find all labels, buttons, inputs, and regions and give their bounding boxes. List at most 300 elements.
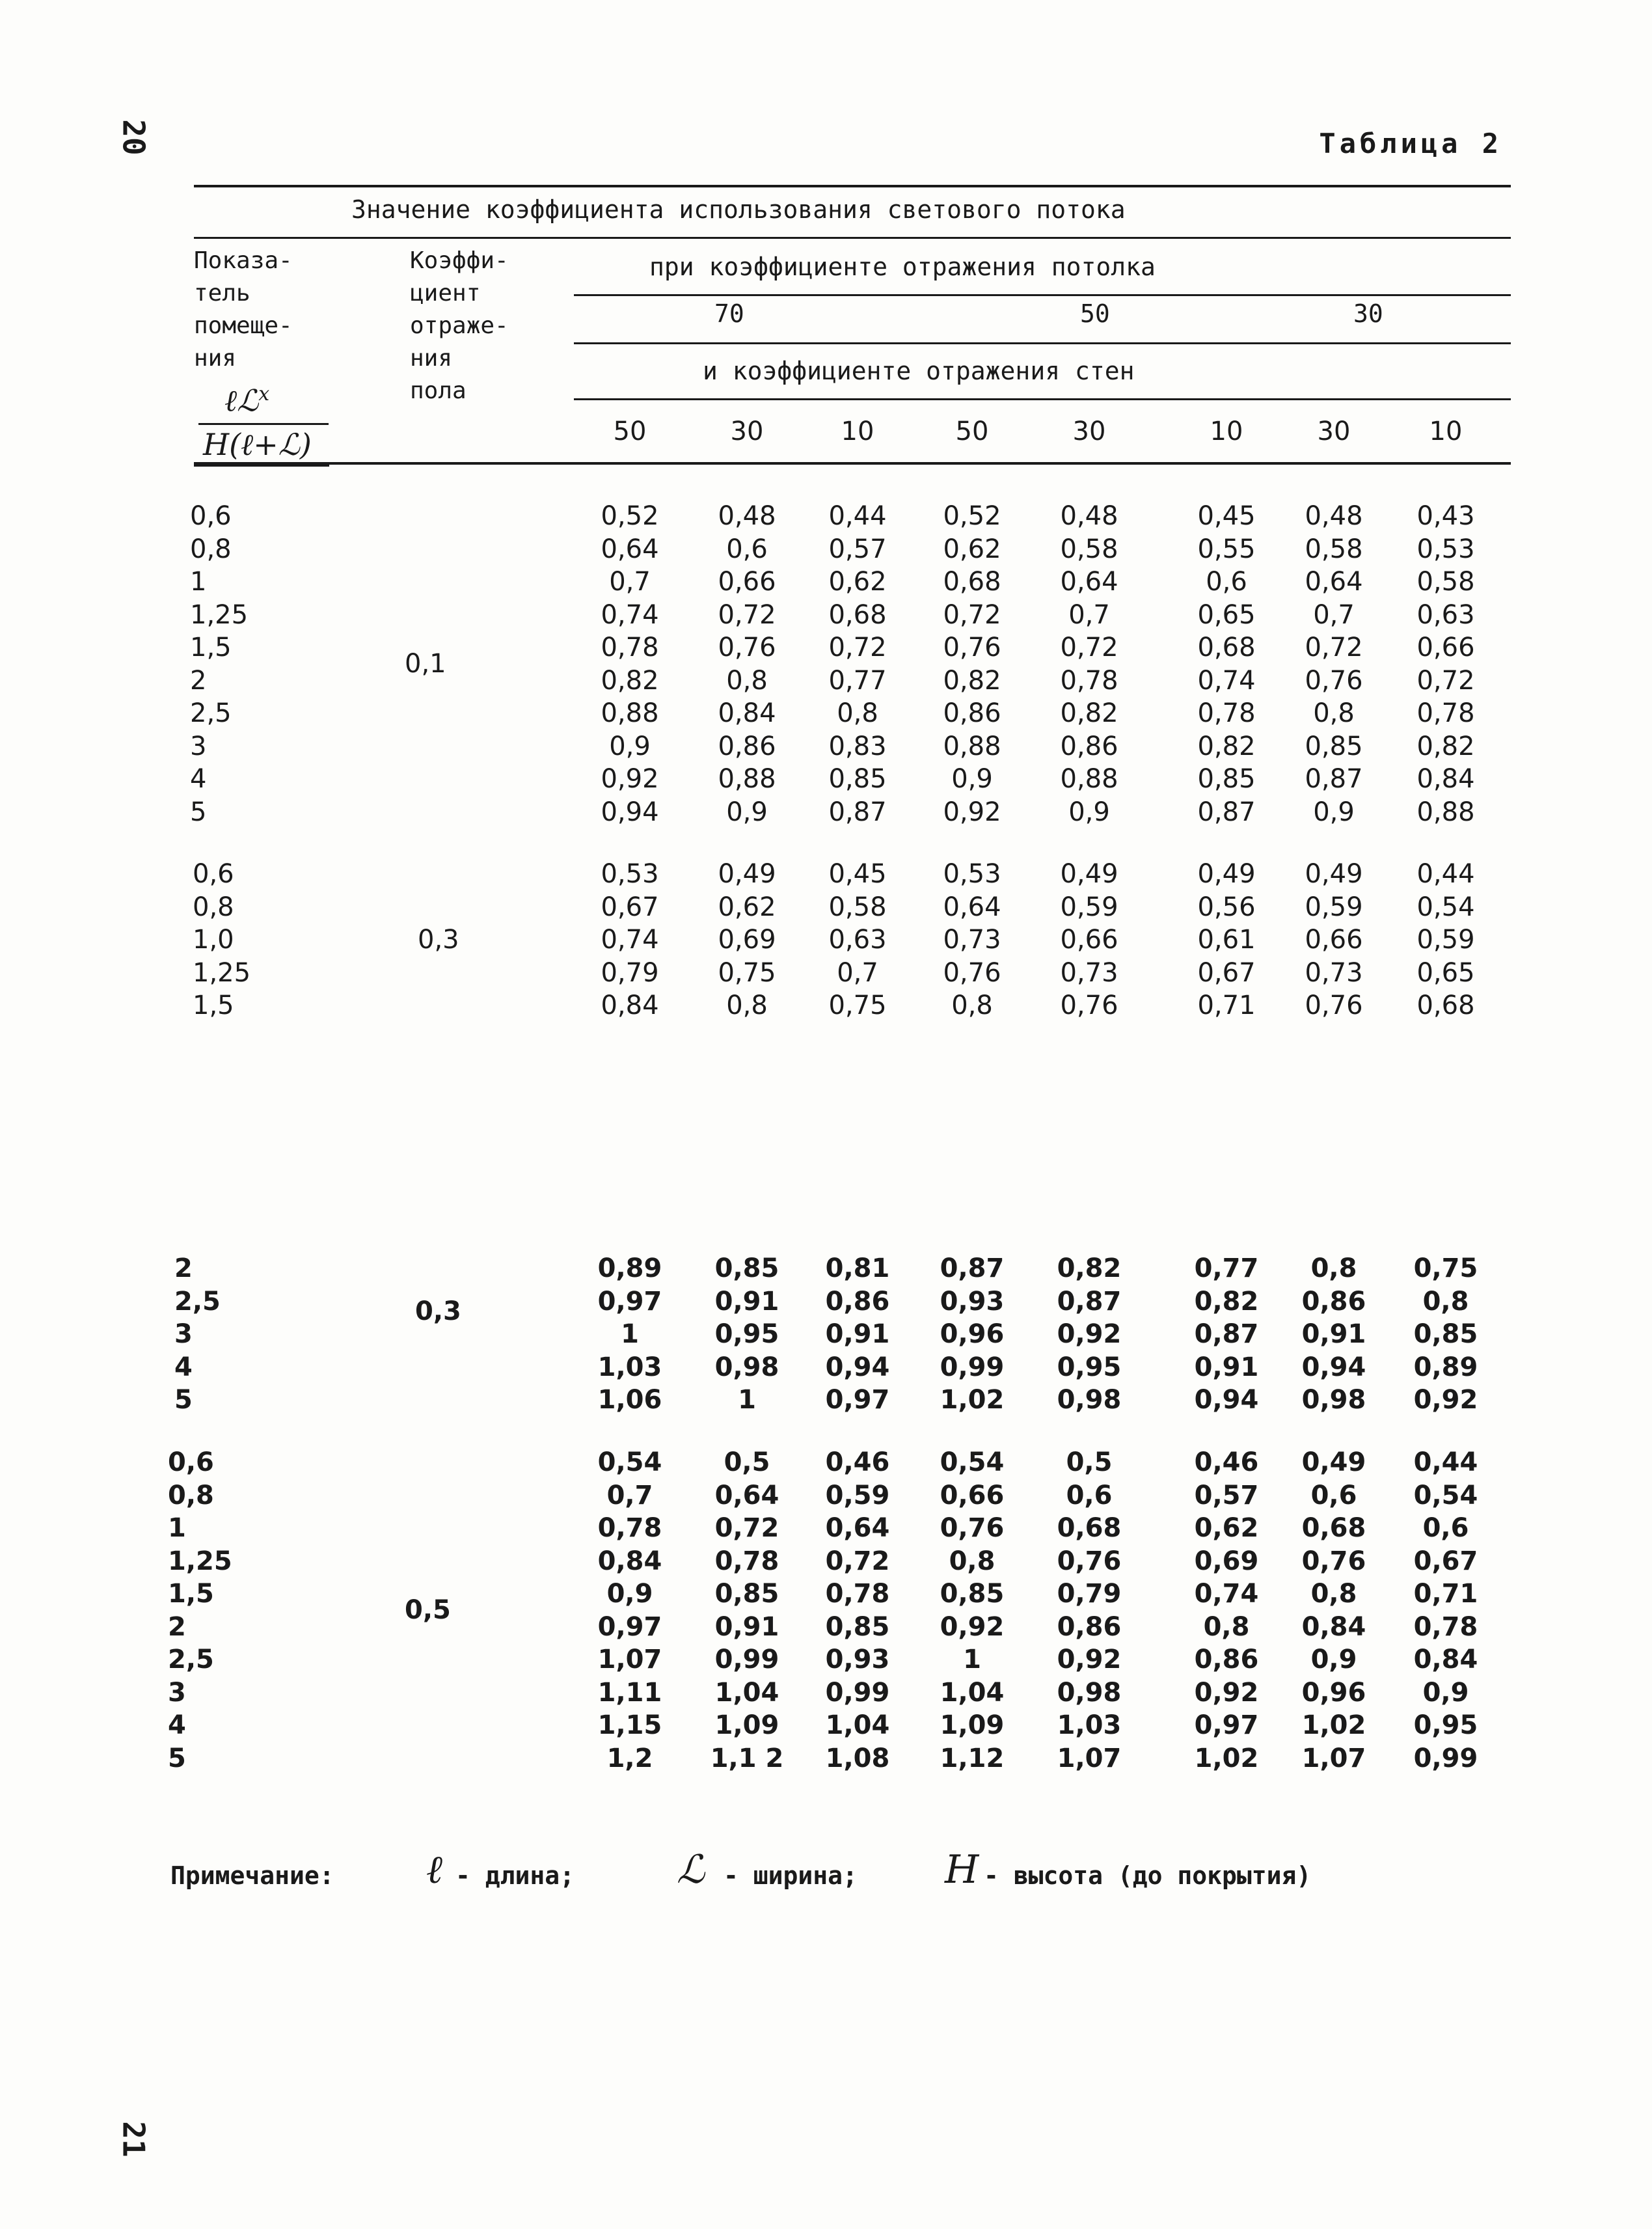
table-cell: 0,78 bbox=[1413, 1611, 1478, 1642]
table-cell: 0,8 bbox=[949, 1546, 995, 1576]
wall-col-6: 10 bbox=[1210, 417, 1243, 446]
table-cell: 0,65 bbox=[1197, 599, 1256, 630]
room-index: 2 bbox=[190, 665, 207, 696]
wall-col-5: 30 bbox=[1072, 417, 1106, 446]
table-cell: 0,96 bbox=[940, 1319, 1005, 1349]
room-index: 4 bbox=[190, 764, 207, 794]
table-cell: 0,57 bbox=[828, 534, 887, 564]
table-cell: 0,87 bbox=[1197, 797, 1256, 827]
table-cell: 0,43 bbox=[1416, 501, 1475, 531]
table-cell: 0,77 bbox=[828, 665, 887, 696]
table-cell: 0,87 bbox=[1057, 1286, 1122, 1317]
room-index: 1,25 bbox=[193, 957, 251, 988]
table-cell: 0,89 bbox=[1413, 1352, 1478, 1382]
table-cell: 0,63 bbox=[1416, 599, 1475, 630]
table-cell: 1 bbox=[621, 1319, 639, 1349]
table-cell: 0,56 bbox=[1197, 892, 1256, 922]
table-cell: 0,49 bbox=[718, 859, 776, 889]
table-cell: 1 bbox=[963, 1645, 981, 1675]
page-number-top: 20 bbox=[116, 119, 152, 156]
table-cell: 0,53 bbox=[1416, 534, 1475, 564]
table-cell: 1,04 bbox=[714, 1677, 779, 1708]
table-cell: 0,91 bbox=[1194, 1352, 1259, 1382]
room-index: 0,6 bbox=[168, 1447, 214, 1477]
room-index: 1,5 bbox=[190, 633, 232, 663]
width-symbol: ℒ bbox=[677, 1847, 705, 1893]
table-cell: 0,61 bbox=[1197, 925, 1256, 955]
table-cell: 0,97 bbox=[597, 1286, 662, 1317]
table-cell: 0,72 bbox=[1305, 633, 1363, 663]
room-index: 2,5 bbox=[174, 1286, 221, 1317]
table-cell: 0,49 bbox=[1301, 1447, 1366, 1477]
table-cell: 0,94 bbox=[1194, 1385, 1259, 1415]
table-title: Значение коэффициента использования светового потока bbox=[351, 195, 1126, 224]
table-cell: 0,66 bbox=[1305, 925, 1363, 955]
table-cell: 0,94 bbox=[601, 797, 659, 827]
table-cell: 0,76 bbox=[1301, 1546, 1366, 1576]
table-cell: 0,76 bbox=[718, 633, 776, 663]
wall-col-4: 50 bbox=[955, 417, 989, 446]
room-index: 5 bbox=[174, 1385, 193, 1415]
rule-top bbox=[194, 185, 1511, 187]
table-cell: 0,91 bbox=[1301, 1319, 1366, 1349]
table-cell: 0,97 bbox=[825, 1385, 890, 1415]
table-cell: 0,88 bbox=[1416, 797, 1475, 827]
table-cell: 0,46 bbox=[825, 1447, 890, 1477]
table-cell: 0,7 bbox=[837, 957, 878, 988]
table-cell: 0,64 bbox=[1060, 567, 1118, 597]
table-cell: 0,9 bbox=[1068, 797, 1110, 827]
table-cell: 0,8 bbox=[726, 665, 768, 696]
table-cell: 0,92 bbox=[601, 764, 659, 794]
table-cell: 0,92 bbox=[1057, 1645, 1122, 1675]
floor-coefficient: 0,5 bbox=[405, 1595, 451, 1626]
table-cell: 0,76 bbox=[943, 633, 1001, 663]
table-cell: 0,54 bbox=[597, 1447, 662, 1477]
table-cell: 0,82 bbox=[1416, 731, 1475, 761]
table-cell: 0,45 bbox=[828, 859, 887, 889]
table-cell: 0,74 bbox=[1194, 1579, 1259, 1609]
table-cell: 0,92 bbox=[940, 1611, 1005, 1642]
table-cell: 0,92 bbox=[1057, 1319, 1122, 1349]
table-cell: 0,98 bbox=[1301, 1385, 1366, 1415]
table-cell: 0,6 bbox=[1066, 1480, 1113, 1511]
room-index: 1 bbox=[168, 1513, 186, 1543]
height-symbol: H bbox=[945, 1847, 979, 1893]
table-cell: 0,59 bbox=[1416, 925, 1475, 955]
rule-walls bbox=[574, 398, 1511, 400]
table-cell: 0,84 bbox=[718, 698, 776, 728]
table-cell: 0,8 bbox=[726, 991, 768, 1020]
table-cell: 0,72 bbox=[718, 599, 776, 630]
table-cell: 0,76 bbox=[1305, 665, 1363, 696]
table-cell: 0,58 bbox=[828, 892, 887, 922]
table-cell: 1,03 bbox=[597, 1352, 662, 1382]
room-index: 2,5 bbox=[168, 1645, 214, 1675]
table-cell: 0,9 bbox=[1422, 1677, 1469, 1708]
table-cell: 0,69 bbox=[718, 925, 776, 955]
table-cell: 0,59 bbox=[825, 1480, 890, 1511]
table-cell: 0,86 bbox=[825, 1286, 890, 1317]
table-cell: 0,85 bbox=[714, 1579, 779, 1609]
room-index: 0,6 bbox=[190, 501, 232, 531]
table-cell: 0,91 bbox=[825, 1319, 890, 1349]
table-cell: 1,11 bbox=[597, 1677, 662, 1708]
table-cell: 0,62 bbox=[718, 892, 776, 922]
table-cell: 0,95 bbox=[1057, 1352, 1122, 1382]
table-cell: 0,88 bbox=[1060, 764, 1118, 794]
table-cell: 1,02 bbox=[1301, 1710, 1366, 1740]
table-cell: 0,66 bbox=[1060, 925, 1118, 955]
table-cell: 0,84 bbox=[597, 1546, 662, 1576]
table-cell: 0,98 bbox=[1057, 1385, 1122, 1415]
table-cell: 0,8 bbox=[837, 698, 878, 728]
table-cell: 0,9 bbox=[609, 731, 651, 761]
table-cell: 0,59 bbox=[1305, 892, 1363, 922]
floor-coefficient: 0,3 bbox=[418, 925, 459, 955]
table-cell: 1,12 bbox=[940, 1743, 1005, 1773]
rule-header-bottom bbox=[194, 462, 1511, 465]
table-cell: 0,7 bbox=[1068, 599, 1110, 630]
table-cell: 0,87 bbox=[940, 1253, 1005, 1283]
table-cell: 0,85 bbox=[1197, 764, 1256, 794]
table-cell: 1,06 bbox=[597, 1385, 662, 1415]
table-cell: 0,87 bbox=[1305, 764, 1363, 794]
table-cell: 0,59 bbox=[1060, 892, 1118, 922]
table-cell: 0,68 bbox=[1057, 1513, 1122, 1543]
table-cell: 0,99 bbox=[940, 1352, 1005, 1382]
table-cell: 0,78 bbox=[825, 1579, 890, 1609]
table-cell: 0,92 bbox=[943, 797, 1001, 827]
table-cell: 0,75 bbox=[1413, 1253, 1478, 1283]
table-cell: 1,1 2 bbox=[710, 1743, 784, 1773]
table-cell: 0,84 bbox=[1413, 1645, 1478, 1675]
table-cell: 0,8 bbox=[1203, 1611, 1250, 1642]
table-cell: 0,82 bbox=[601, 665, 659, 696]
table-cell: 0,5 bbox=[1066, 1447, 1113, 1477]
wall-col-2: 30 bbox=[730, 417, 764, 446]
table-cell: 0,68 bbox=[1301, 1513, 1366, 1543]
table-cell: 0,8 bbox=[1422, 1286, 1469, 1317]
table-cell: 0,88 bbox=[718, 764, 776, 794]
table-cell: 0,72 bbox=[1060, 633, 1118, 663]
room-index: 3 bbox=[168, 1677, 186, 1708]
table-cell: 0,86 bbox=[1301, 1286, 1366, 1317]
table-cell: 0,52 bbox=[601, 501, 659, 531]
table-cell: 0,71 bbox=[1197, 991, 1256, 1020]
table-cell: 0,79 bbox=[601, 957, 659, 988]
table-cell: 0,74 bbox=[601, 599, 659, 630]
table-cell: 0,48 bbox=[1060, 501, 1118, 531]
ceiling-30: 30 bbox=[1353, 299, 1383, 328]
table-cell: 1,08 bbox=[825, 1743, 890, 1773]
table-cell: 1,03 bbox=[1057, 1710, 1122, 1740]
table-cell: 0,86 bbox=[718, 731, 776, 761]
table-cell: 0,72 bbox=[943, 599, 1001, 630]
table-cell: 0,69 bbox=[1194, 1546, 1259, 1576]
table-cell: 0,86 bbox=[1060, 731, 1118, 761]
table-cell: 0,7 bbox=[1313, 599, 1355, 630]
table-cell: 0,82 bbox=[1197, 731, 1256, 761]
table-cell: 0,78 bbox=[1060, 665, 1118, 696]
floor-coefficient: 0,3 bbox=[415, 1296, 461, 1326]
table-cell: 0,62 bbox=[943, 534, 1001, 564]
formula-numerator: ℓℒ$^x$ bbox=[224, 383, 270, 418]
table-cell: 0,54 bbox=[1413, 1480, 1478, 1511]
floor-header: Коэффи- циент отраже- ния пола bbox=[410, 247, 509, 404]
table-cell: 0,54 bbox=[1416, 892, 1475, 922]
rule-title bbox=[194, 237, 1511, 239]
table-cell: 1,07 bbox=[597, 1645, 662, 1675]
table-cell: 0,92 bbox=[1413, 1385, 1478, 1415]
table-cell: 0,78 bbox=[597, 1513, 662, 1543]
table-cell: 0,76 bbox=[1060, 991, 1118, 1020]
table-cell: 0,99 bbox=[1413, 1743, 1478, 1773]
table-cell: 0,84 bbox=[1301, 1611, 1366, 1642]
table-cell: 0,82 bbox=[1194, 1286, 1259, 1317]
table-cell: 0,45 bbox=[1197, 501, 1256, 531]
table-cell: 0,67 bbox=[1197, 957, 1256, 988]
table-cell: 0,72 bbox=[828, 633, 887, 663]
table-cell: 0,7 bbox=[609, 567, 651, 597]
table-cell: 0,52 bbox=[943, 501, 1001, 531]
table-cell: 0,98 bbox=[714, 1352, 779, 1382]
table-cell: 0,63 bbox=[828, 925, 887, 955]
room-index: 2 bbox=[174, 1253, 193, 1283]
table-cell: 0,6 bbox=[726, 534, 768, 564]
table-cell: 0,68 bbox=[943, 567, 1001, 597]
table-cell: 1,04 bbox=[940, 1677, 1005, 1708]
table-cell: 1,04 bbox=[825, 1710, 890, 1740]
table-cell: 1,09 bbox=[714, 1710, 779, 1740]
formula-underline bbox=[194, 465, 329, 467]
table-cell: 0,66 bbox=[940, 1480, 1005, 1511]
wall-col-8: 10 bbox=[1429, 417, 1463, 446]
table-cell: 0,74 bbox=[1197, 665, 1256, 696]
table-cell: 0,76 bbox=[1305, 991, 1363, 1020]
table-cell: 0,58 bbox=[1416, 567, 1475, 597]
table-cell: 0,8 bbox=[1313, 698, 1355, 728]
table-cell: 0,72 bbox=[825, 1546, 890, 1576]
table-cell: 0,9 bbox=[1310, 1645, 1357, 1675]
table-cell: 0,64 bbox=[601, 534, 659, 564]
ceiling-50: 50 bbox=[1080, 299, 1110, 328]
table-cell: 0,6 bbox=[1422, 1513, 1469, 1543]
table-cell: 0,95 bbox=[1413, 1710, 1478, 1740]
table-cell: 0,84 bbox=[601, 991, 659, 1020]
wall-col-3: 10 bbox=[841, 417, 874, 446]
table-cell: 0,87 bbox=[1194, 1319, 1259, 1349]
table-cell: 0,7 bbox=[606, 1480, 653, 1511]
table-cell: 0,83 bbox=[828, 731, 887, 761]
table-cell: 0,49 bbox=[1197, 859, 1256, 889]
table-cell: 0,99 bbox=[825, 1677, 890, 1708]
room-index: 2,5 bbox=[190, 698, 232, 728]
index-header: Показа- тель помеще- ния bbox=[194, 247, 293, 372]
table-cell: 1,07 bbox=[1057, 1743, 1122, 1773]
height-text: - высота (до покрытия) bbox=[984, 1861, 1312, 1890]
table-cell: 0,9 bbox=[951, 764, 993, 794]
table-cell: 0,77 bbox=[1194, 1253, 1259, 1283]
table-cell: 0,94 bbox=[825, 1352, 890, 1382]
room-index: 0,8 bbox=[193, 892, 234, 922]
room-index: 4 bbox=[174, 1352, 193, 1382]
table-cell: 0,91 bbox=[714, 1611, 779, 1642]
table-cell: 0,99 bbox=[714, 1645, 779, 1675]
room-index: 3 bbox=[174, 1319, 193, 1349]
table-cell: 0,53 bbox=[601, 859, 659, 889]
room-index: 0,8 bbox=[190, 534, 232, 564]
ceiling-70: 70 bbox=[714, 299, 744, 328]
table-cell: 0,64 bbox=[825, 1513, 890, 1543]
table-cell: 0,92 bbox=[1194, 1677, 1259, 1708]
table-cell: 0,48 bbox=[718, 501, 776, 531]
rule-ceiling bbox=[574, 294, 1511, 296]
table-cell: 0,85 bbox=[714, 1253, 779, 1283]
table-cell: 0,95 bbox=[714, 1319, 779, 1349]
table-cell: 0,75 bbox=[718, 957, 776, 988]
table-cell: 0,58 bbox=[1305, 534, 1363, 564]
table-cell: 0,8 bbox=[1310, 1579, 1357, 1609]
floor-coefficient: 0,1 bbox=[405, 649, 446, 679]
table-cell: 0,86 bbox=[1057, 1611, 1122, 1642]
table-cell: 0,76 bbox=[943, 957, 1001, 988]
table-cell: 0,91 bbox=[714, 1286, 779, 1317]
table-cell: 1 bbox=[738, 1385, 756, 1415]
length-symbol: ℓ bbox=[426, 1847, 442, 1893]
table-cell: 0,73 bbox=[943, 925, 1001, 955]
table-cell: 0,82 bbox=[1057, 1253, 1122, 1283]
table-cell: 0,86 bbox=[943, 698, 1001, 728]
table-cell: 0,78 bbox=[1416, 698, 1475, 728]
room-index: 2 bbox=[168, 1611, 186, 1642]
table-cell: 0,68 bbox=[1197, 633, 1256, 663]
table-cell: 0,68 bbox=[1416, 991, 1475, 1020]
table-cell: 0,68 bbox=[828, 599, 887, 630]
table-cell: 0,44 bbox=[1413, 1447, 1478, 1477]
room-index: 4 bbox=[168, 1710, 186, 1740]
table-cell: 0,85 bbox=[940, 1579, 1005, 1609]
table-cell: 0,84 bbox=[1416, 764, 1475, 794]
table-cell: 0,89 bbox=[597, 1253, 662, 1283]
table-cell: 0,46 bbox=[1194, 1447, 1259, 1477]
table-cell: 0,72 bbox=[714, 1513, 779, 1543]
room-index: 3 bbox=[190, 731, 207, 761]
table-cell: 1,15 bbox=[597, 1710, 662, 1740]
note-label: Примечание: bbox=[170, 1861, 334, 1890]
room-index: 0,8 bbox=[168, 1480, 214, 1511]
room-index: 1,25 bbox=[190, 599, 249, 630]
table-cell: 0,65 bbox=[1416, 957, 1475, 988]
table-cell: 0,9 bbox=[1313, 797, 1355, 827]
table-cell: 0,86 bbox=[1194, 1645, 1259, 1675]
walls-label: и коэффициенте отражения стен bbox=[703, 357, 1135, 385]
table-cell: 0,82 bbox=[1060, 698, 1118, 728]
page-number-bottom: 21 bbox=[116, 2121, 152, 2157]
table-cell: 0,9 bbox=[726, 797, 768, 827]
table-cell: 0,49 bbox=[1305, 859, 1363, 889]
table-cell: 1,09 bbox=[940, 1710, 1005, 1740]
room-index: 1,0 bbox=[193, 925, 234, 955]
table-cell: 0,9 bbox=[606, 1579, 653, 1609]
room-index: 1,5 bbox=[193, 991, 234, 1020]
table-cell: 0,79 bbox=[1057, 1579, 1122, 1609]
table-cell: 0,57 bbox=[1194, 1480, 1259, 1511]
table-cell: 0,64 bbox=[943, 892, 1001, 922]
wall-col-1: 50 bbox=[613, 417, 647, 446]
table-cell: 0,64 bbox=[714, 1480, 779, 1511]
table-cell: 0,87 bbox=[828, 797, 887, 827]
room-index: 1,5 bbox=[168, 1579, 214, 1609]
table-cell: 0,62 bbox=[1194, 1513, 1259, 1543]
table-cell: 1,07 bbox=[1301, 1743, 1366, 1773]
table-cell: 0,76 bbox=[940, 1513, 1005, 1543]
table-cell: 0,94 bbox=[1301, 1352, 1366, 1382]
wall-col-7: 30 bbox=[1317, 417, 1351, 446]
formula-denominator: H(ℓ+ℒ) bbox=[203, 427, 312, 462]
rule-ceiling-values bbox=[574, 342, 1511, 344]
room-index: 0,6 bbox=[193, 859, 234, 889]
table-cell: 0,44 bbox=[828, 501, 887, 531]
table-cell: 0,8 bbox=[951, 991, 993, 1020]
table-cell: 0,75 bbox=[828, 991, 887, 1020]
room-index: 5 bbox=[168, 1743, 186, 1773]
room-index: 1,25 bbox=[168, 1546, 232, 1576]
table-cell: 0,71 bbox=[1413, 1579, 1478, 1609]
table-cell: 0,67 bbox=[1413, 1546, 1478, 1576]
table-cell: 0,8 bbox=[1310, 1253, 1357, 1283]
table-cell: 0,78 bbox=[1197, 698, 1256, 728]
table-cell: 0,66 bbox=[718, 567, 776, 597]
table-cell: 0,54 bbox=[940, 1447, 1005, 1477]
room-index: 1 bbox=[190, 567, 207, 597]
table-cell: 0,97 bbox=[597, 1611, 662, 1642]
table-cell: 0,78 bbox=[714, 1546, 779, 1576]
table-cell: 0,55 bbox=[1197, 534, 1256, 564]
table-cell: 0,6 bbox=[1206, 567, 1247, 597]
table-cell: 0,88 bbox=[943, 731, 1001, 761]
table-cell: 0,44 bbox=[1416, 859, 1475, 889]
table-cell: 0,49 bbox=[1060, 859, 1118, 889]
table-cell: 0,93 bbox=[940, 1286, 1005, 1317]
length-text: - длина; bbox=[455, 1861, 575, 1890]
table-cell: 0,93 bbox=[825, 1645, 890, 1675]
table-cell: 0,74 bbox=[601, 925, 659, 955]
table-cell: 1,02 bbox=[1194, 1743, 1259, 1773]
table-cell: 1,2 bbox=[606, 1743, 653, 1773]
width-text: - ширина; bbox=[724, 1861, 858, 1890]
table-cell: 0,82 bbox=[943, 665, 1001, 696]
table-cell: 1,02 bbox=[940, 1385, 1005, 1415]
ceiling-label: при коэффициенте отражения потолка bbox=[649, 253, 1156, 281]
table-cell: 0,85 bbox=[828, 764, 887, 794]
table-cell: 0,5 bbox=[724, 1447, 770, 1477]
table-cell: 0,96 bbox=[1301, 1677, 1366, 1708]
table-cell: 0,73 bbox=[1305, 957, 1363, 988]
table-cell: 0,64 bbox=[1305, 567, 1363, 597]
table-cell: 0,97 bbox=[1194, 1710, 1259, 1740]
table-cell: 0,67 bbox=[601, 892, 659, 922]
table-cell: 0,85 bbox=[825, 1611, 890, 1642]
table-cell: 0,48 bbox=[1305, 501, 1363, 531]
table-cell: 0,62 bbox=[828, 567, 887, 597]
table-cell: 0,76 bbox=[1057, 1546, 1122, 1576]
table-cell: 0,73 bbox=[1060, 957, 1118, 988]
table-caption: Таблица 2 bbox=[1319, 128, 1502, 159]
table-cell: 0,81 bbox=[825, 1253, 890, 1283]
table-cell: 0,78 bbox=[601, 633, 659, 663]
table-cell: 0,98 bbox=[1057, 1677, 1122, 1708]
